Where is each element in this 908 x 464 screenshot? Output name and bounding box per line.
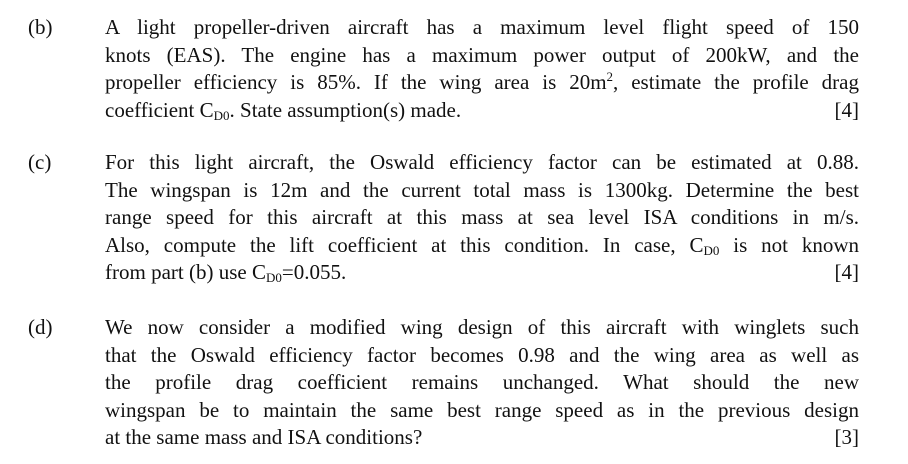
question-label: (d) <box>28 315 53 339</box>
marks-badge: [3] <box>834 425 859 449</box>
subscript: D0 <box>703 242 720 258</box>
subscript: D0 <box>213 107 230 123</box>
text-line <box>105 69 859 97</box>
text-segment: propeller efficiency is 85%. If the wing area is 20m <box>105 70 607 94</box>
text-line <box>105 259 859 287</box>
text-line: knots (EAS). The engine has a maximum power output of 200kW, and the <box>105 42 859 67</box>
text-line: For this light aircraft, the Oswald efficiency factor can be estimated at 0.88. <box>105 150 859 174</box>
text-segment: , estimate the profile drag <box>613 70 859 94</box>
text-line: We now consider a modified wing design of this aircraft with winglets such <box>105 315 859 339</box>
text-segment: at the same mass and ISA conditions? <box>105 425 423 449</box>
marks-badge: [4] <box>834 260 859 284</box>
text-segment: Also, compute the lift coefficient at this condition. In case, C <box>105 232 704 257</box>
text-segment: =0.055. <box>281 260 347 284</box>
question-text <box>105 314 859 452</box>
question-label: (b) <box>28 15 53 39</box>
text-line <box>105 97 859 125</box>
text-segment: from part (b) use C <box>105 260 266 284</box>
superscript: 2 <box>606 69 614 84</box>
text-line: the profile drag coefficient remains unchanged. What should the new <box>105 370 859 394</box>
question-text <box>105 14 859 124</box>
text-line: range speed for this aircraft at this mass at sea level ISA conditions in m/s. <box>105 205 859 229</box>
marks-badge: [4] <box>834 97 859 122</box>
text-line <box>105 424 859 452</box>
text-segment: is not known <box>719 232 860 257</box>
subscript: D0 <box>265 270 282 285</box>
text-segment: coefficient C <box>105 97 214 122</box>
text-line: that the Oswald efficiency factor becomes 0.98 and the wing area as well as <box>105 342 859 367</box>
text-line: A light propeller-driven aircraft has a maximum level flight speed of 150 <box>105 15 859 39</box>
question-text <box>105 149 859 287</box>
question-label: (c) <box>28 150 52 174</box>
text-line: The wingspan is 12m and the current total mass is 1300kg. Determine the best <box>105 177 859 202</box>
text-line <box>105 232 859 260</box>
text-line: wingspan be to maintain the same best range speed as in the previous design <box>105 397 859 422</box>
text-segment: . State assumption(s) made. <box>229 97 462 122</box>
